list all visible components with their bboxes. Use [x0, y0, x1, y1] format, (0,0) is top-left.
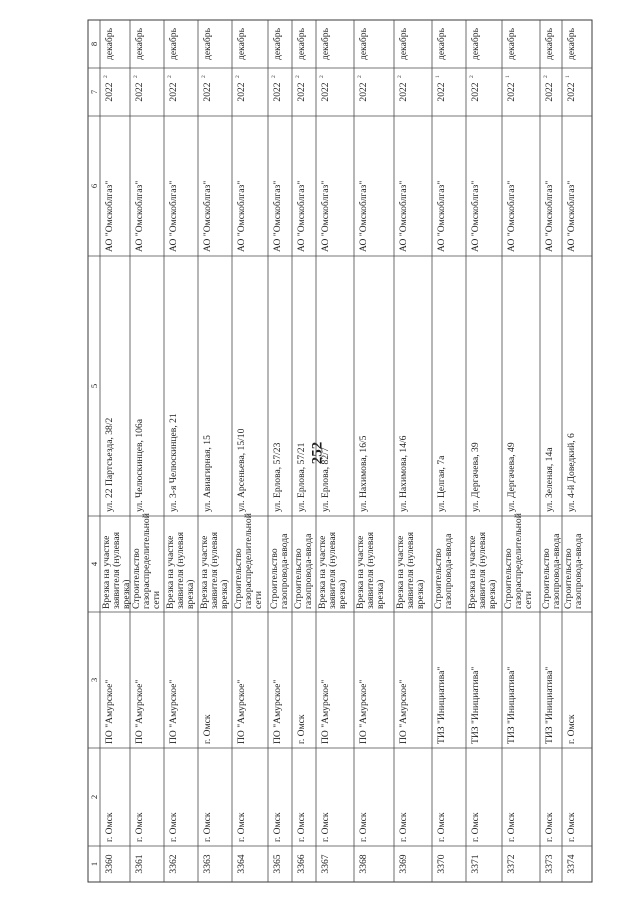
cell-work-type: заявителя (нулевая	[209, 532, 220, 609]
cell-work-type: врезка)	[487, 579, 498, 609]
cell-work-type: сети	[523, 591, 534, 609]
cell-month: декабрь	[202, 28, 213, 60]
table-row	[503, 27, 534, 873]
cell-month: декабрь	[296, 28, 307, 60]
cell-owner: ТИЗ "Инициатива"	[506, 666, 517, 744]
cell-city: г. Омск	[470, 812, 481, 842]
cell-number: 3364	[236, 854, 247, 874]
cell-city: г. Омск	[236, 812, 247, 842]
cell-owner: ПО "Амурское"	[236, 679, 247, 744]
table-row	[467, 27, 498, 873]
cell-month: декабрь	[544, 28, 555, 60]
cell-number: 3361	[134, 854, 145, 874]
year-footnote-mark: 1	[565, 75, 571, 78]
cell-address: ул. Арсеньева, 15/10	[236, 428, 247, 512]
cell-number: 3371	[470, 854, 481, 874]
cell-operator: АО "Омскоблгаз"	[296, 180, 307, 252]
cell-work-type: заявителя (нулевая	[175, 532, 186, 609]
cell-owner: ТИЗ "Инициатива"	[470, 666, 481, 744]
cell-work-type: газораспределительной	[513, 513, 524, 609]
cell-address: ул. Нахимова, 14/6	[398, 435, 409, 512]
table-row	[317, 27, 348, 873]
year-footnote-mark: 2	[167, 75, 173, 78]
cell-operator: АО "Омскоблгаз"	[544, 180, 555, 252]
year-footnote-mark: 2	[103, 75, 109, 78]
cell-number: 3372	[506, 854, 517, 874]
cell-city: г. Омск	[436, 812, 447, 842]
cell-work-type: Строительство	[541, 548, 552, 609]
cell-city: г. Омск	[506, 812, 517, 842]
cell-address: ул. Ерлова, 57/21	[296, 442, 307, 512]
table-row	[165, 27, 196, 873]
column-header: 4	[89, 561, 99, 567]
cell-work-type: Строительство	[269, 548, 280, 609]
cell-operator: АО "Омскоблгаз"	[236, 180, 247, 252]
cell-city: г. Омск	[566, 812, 577, 842]
cell-year: 2022	[134, 82, 145, 102]
cell-operator: АО "Омскоблгаз"	[134, 180, 145, 252]
cell-city: г. Омск	[296, 812, 307, 842]
cell-address: ул. Нахимова, 16/5	[358, 435, 369, 512]
cell-work-type: Врезка на участке	[467, 535, 478, 609]
cell-work-type: Строительство	[563, 548, 574, 609]
cell-address: ул. Целгая, 7а	[436, 455, 447, 512]
cell-work-type: Строительство	[433, 548, 444, 609]
cell-month: декабрь	[104, 28, 115, 60]
cell-city: г. Омск	[202, 812, 213, 842]
cell-operator: АО "Омскоблгаз"	[104, 180, 115, 252]
cell-work-type: Строительство	[293, 548, 304, 609]
cell-year: 2022	[320, 82, 331, 102]
cell-work-type: Врезка на участке	[355, 535, 366, 609]
cell-owner: ПО "Амурское"	[272, 679, 283, 744]
year-footnote-mark: 1	[435, 75, 441, 78]
cell-month: декабрь	[272, 28, 283, 60]
cell-operator: АО "Омскоблгаз"	[436, 180, 447, 252]
cell-year: 2022	[296, 82, 307, 102]
cell-month: декабрь	[470, 28, 481, 60]
cell-owner: г. Омск	[296, 714, 307, 744]
cell-address: ул. Дергачева, 39	[470, 442, 481, 512]
cell-number: 3360	[104, 854, 115, 874]
year-footnote-mark: 2	[319, 75, 325, 78]
cell-number: 3365	[272, 854, 283, 874]
table-row	[101, 27, 132, 873]
cell-year: 2022	[236, 82, 247, 102]
cell-number: 3367	[320, 854, 331, 874]
cell-operator: АО "Омскоблгаз"	[320, 180, 331, 252]
table-row	[233, 27, 264, 873]
cell-work-type: сети	[151, 591, 162, 609]
cell-month: декабрь	[506, 28, 517, 60]
cell-city: г. Омск	[104, 812, 115, 842]
year-footnote-mark: 2	[295, 75, 301, 78]
cell-work-type: газораспределительной	[243, 513, 254, 609]
year-footnote-mark: 2	[397, 75, 403, 78]
cell-work-type: газопровода-ввода	[443, 533, 454, 609]
cell-work-type: врезка)	[185, 579, 196, 609]
cell-owner: ПО "Амурское"	[358, 679, 369, 744]
cell-work-type: врезка)	[415, 579, 426, 609]
cell-work-type: врезка)	[219, 579, 230, 609]
cell-work-type: газораспределительной	[141, 513, 152, 609]
cell-work-type: газопровода-ввода	[551, 533, 562, 609]
table-row	[355, 27, 386, 873]
cell-address: ул. Ерлова, 57/23	[272, 442, 283, 512]
table-row	[433, 27, 454, 873]
column-header: 6	[89, 183, 99, 189]
cell-address: ул. 4-й Доведкий, 6	[566, 433, 577, 512]
cell-address: ул. 3-я Челюскинцев, 21	[168, 413, 179, 512]
cell-work-type: врезка)	[337, 579, 348, 609]
cell-year: 2022	[168, 82, 179, 102]
cell-month: декабрь	[566, 28, 577, 60]
cell-work-type: Строительство	[131, 548, 142, 609]
cell-work-type: Врезка на участке	[199, 535, 210, 609]
cell-work-type: заявителя (нулевая	[111, 532, 122, 609]
cell-number: 3369	[398, 854, 409, 874]
cell-city: г. Омск	[134, 812, 145, 842]
page-number: 252	[309, 441, 326, 465]
cell-operator: АО "Омскоблгаз"	[358, 180, 369, 252]
cell-operator: АО "Омскоблгаз"	[506, 180, 517, 252]
year-footnote-mark: 2	[469, 75, 475, 78]
cell-operator: АО "Омскоблгаз"	[168, 180, 179, 252]
table-row	[131, 27, 162, 873]
cell-owner: г. Омск	[566, 714, 577, 744]
cell-work-type: врезка)	[121, 579, 132, 609]
cell-work-type: сети	[253, 591, 264, 609]
cell-work-type: врезка)	[375, 579, 386, 609]
cell-work-type: заявителя (нулевая	[327, 532, 338, 609]
cell-number: 3373	[544, 854, 555, 874]
year-footnote-mark: 2	[133, 75, 139, 78]
cell-city: г. Омск	[320, 812, 331, 842]
year-footnote-mark: 2	[271, 75, 277, 78]
cell-number: 3366	[296, 854, 307, 874]
cell-city: г. Омск	[168, 812, 179, 842]
cell-owner: ПО "Амурское"	[168, 679, 179, 744]
column-header: 1	[89, 861, 99, 867]
cell-city: г. Омск	[358, 812, 369, 842]
cell-month: декабрь	[236, 28, 247, 60]
year-footnote-mark: 2	[201, 75, 207, 78]
cell-owner: ПО "Амурское"	[104, 679, 115, 744]
cell-work-type: газопровода-ввода	[573, 533, 584, 609]
cell-month: декабрь	[134, 28, 145, 60]
cell-operator: АО "Омскоблгаз"	[470, 180, 481, 252]
year-footnote-mark: 2	[235, 75, 241, 78]
column-header: 2	[89, 794, 99, 800]
cell-owner: ТИЗ "Инициатива"	[544, 666, 555, 744]
cell-number: 3368	[358, 854, 369, 874]
data-table	[88, 20, 592, 882]
cell-year: 2022	[506, 82, 517, 102]
cell-year: 2022	[544, 82, 555, 102]
cell-city: г. Омск	[398, 812, 409, 842]
cell-owner: ПО "Амурское"	[134, 679, 145, 744]
cell-month: декабрь	[168, 28, 179, 60]
table-row	[199, 27, 230, 873]
cell-work-type: Врезка на участке	[165, 535, 176, 609]
cell-operator: АО "Омскоблгаз"	[272, 180, 283, 252]
cell-month: декабрь	[436, 28, 447, 60]
table-row	[563, 27, 584, 873]
cell-owner: г. Омск	[202, 714, 213, 744]
column-header: 8	[89, 41, 99, 47]
cell-work-type: Строительство	[233, 548, 244, 609]
cell-work-type: заявителя (нулевая	[365, 532, 376, 609]
cell-owner: ПО "Амурское"	[398, 679, 409, 744]
cell-work-type: Врезка на участке	[101, 535, 112, 609]
year-footnote-mark: 2	[543, 75, 549, 78]
cell-owner: ПО "Амурское"	[320, 679, 331, 744]
cell-year: 2022	[202, 82, 213, 102]
cell-address: ул. Авиагирная, 15	[202, 435, 213, 512]
cell-year: 2022	[358, 82, 369, 102]
cell-work-type: газопровода-ввода	[303, 533, 314, 609]
cell-month: декабрь	[320, 28, 331, 60]
cell-month: декабрь	[398, 28, 409, 60]
cell-number: 3362	[168, 854, 179, 874]
cell-year: 2022	[470, 82, 481, 102]
cell-work-type: Строительство	[503, 548, 514, 609]
cell-year: 2022	[398, 82, 409, 102]
cell-year: 2022	[566, 82, 577, 102]
cell-year: 2022	[104, 82, 115, 102]
cell-operator: АО "Омскоблгаз"	[398, 180, 409, 252]
cell-operator: АО "Омскоблгаз"	[566, 180, 577, 252]
cell-address: ул. 22 Партсъезда, 38/2	[104, 417, 115, 512]
cell-work-type: газопровода-ввода	[279, 533, 290, 609]
cell-address: ул. Зеленая, 14а	[544, 447, 555, 512]
column-header: 7	[89, 89, 99, 95]
year-footnote-mark: 2	[357, 75, 363, 78]
cell-month: декабрь	[358, 28, 369, 60]
cell-address: ул. Челюскинцев, 106а	[134, 419, 145, 512]
table-row	[541, 27, 562, 873]
cell-number: 3370	[436, 854, 447, 874]
column-header: 5	[89, 383, 99, 389]
cell-address: ул. Дергачева, 49	[506, 442, 517, 512]
cell-year: 2022	[436, 82, 447, 102]
cell-work-type: заявителя (нулевая	[405, 532, 416, 609]
cell-number: 3374	[566, 854, 577, 874]
cell-number: 3363	[202, 854, 213, 874]
cell-city: г. Омск	[272, 812, 283, 842]
cell-work-type: Врезка на участке	[395, 535, 406, 609]
cell-year: 2022	[272, 82, 283, 102]
cell-work-type: заявителя (нулевая	[477, 532, 488, 609]
cell-address: ул. Ерлова, 82/7	[320, 447, 331, 512]
table-row	[395, 27, 426, 873]
table-row	[269, 27, 290, 873]
cell-operator: АО "Омскоблгаз"	[202, 180, 213, 252]
cell-work-type: Врезка на участке	[317, 535, 328, 609]
column-header: 3	[89, 677, 99, 683]
year-footnote-mark: 1	[505, 75, 511, 78]
cell-owner: ТИЗ "Инициатива"	[436, 666, 447, 744]
cell-city: г. Омск	[544, 812, 555, 842]
